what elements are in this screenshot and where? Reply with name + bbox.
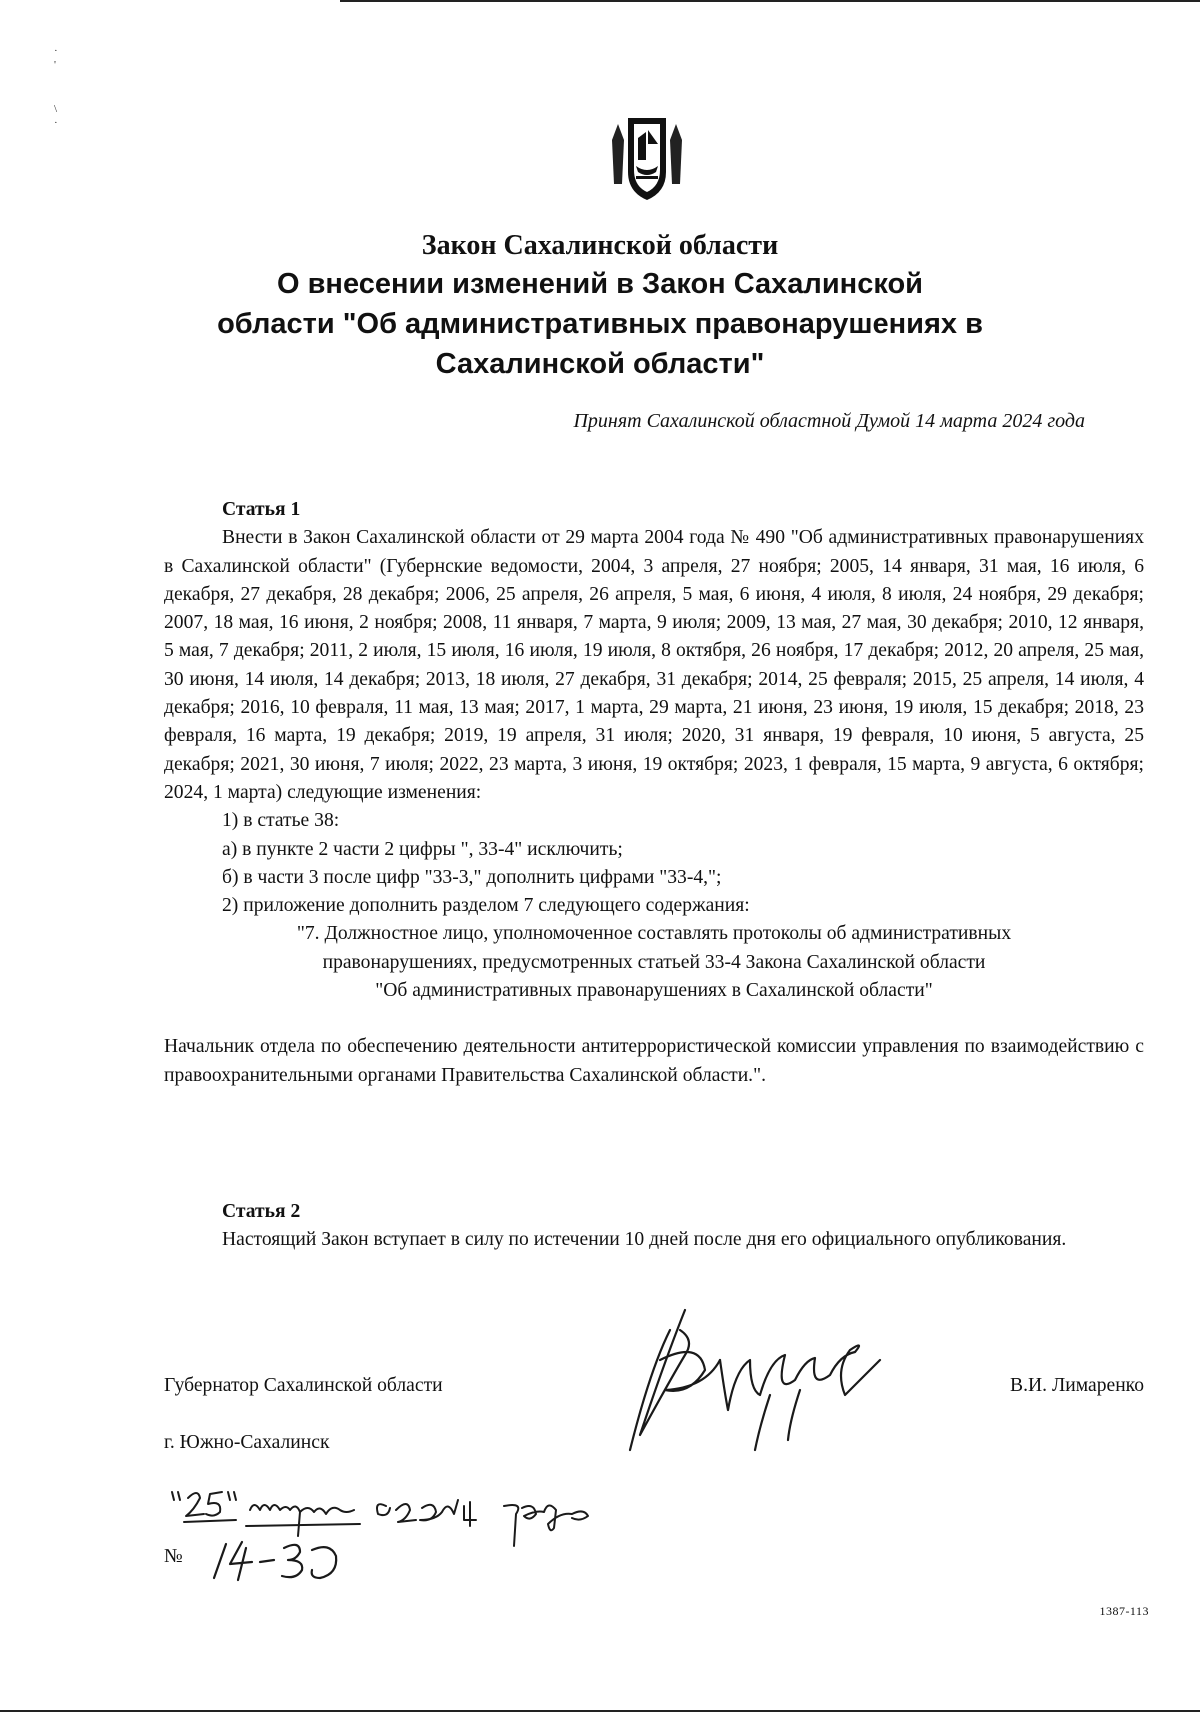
section-7-title-line: правонарушениях, предусмотренных статьей 33-4 Закона Сахалинской области	[322, 951, 986, 973]
article-1-paragraph: Внести в Закон Сахалинской области от 29 марта 2004 года № 490 "Об административных правонарушениях в Сахалинской области" (Губернские ведомости, 2004, 3 апреля, 27 ноября; 2005, 14 января, 31 мая, 16 июля, 6 декабря, 27 декабря, 28 декабря; 2006, 25 апреля, 26 апреля, 5 мая, 6 июня, 4 июля, 8 июля, 24 ноября, 29 декабря; 2007, 18 мая, 16 июня, 2 ноября; 2008, 11 января, 7 марта, 9 июля; 2009, 13 мая, 27 мая, 30 декабря; 2010, 12 января, 5 мая, 7 декабря; 2011, 2 июля, 15 июля, 16 июля, 19 июля, 8 октября, 26 ноября, 17 декабря; 2012, 20 апреля, 25 мая, 30 июня, 14 июля, 14 декабря; 2013, 18 июля, 27 декабря, 31 декабря; 2014, 25 февраля; 2015, 25 апреля, 14 июля, 4 декабря; 2016, 10 февраля, 11 мая, 13 мая; 2017, 1 марта, 29 марта, 21 июня, 23 июня, 19 июля, 15 декабря; 2018, 23 февраля, 16 марта, 19 декабря; 2019, 19 апреля, 31 июля; 2020, 31 января, 19 февраля, 10 июня, 5 августа, 25 декабря; 2021, 30 июня, 7 июля; 2022, 23 марта, 3 июня, 19 октября; 2023, 1 февраля, 15 марта, 9 августа, 6 октября; 2024, 1 марта) следующие изменения:	[164, 527, 1144, 803]
law-name-line-1: О внесении изменений в Закон Сахалинской	[276, 268, 923, 300]
adoption-note: Принят Сахалинской областной Думой 14 марта 2024 года	[573, 410, 1085, 432]
coat-of-arms-emblem	[606, 110, 688, 202]
amendment-item: б) в части 3 после цифр "33-3," дополнить цифрами "33-4,";	[222, 866, 722, 888]
governor-position: Губернатор Сахалинской области	[164, 1375, 443, 1396]
article-2	[164, 1198, 1144, 1255]
amendment-item: 1) в статье 38:	[222, 810, 340, 832]
scan-border-bottom	[0, 1710, 1200, 1712]
section-7-body: Начальник отдела по обеспечению деятельности антитеррористической комиссии управления по взаимодействию с правоохранительными органами Правительства Сахалинской области.".	[164, 1036, 1144, 1086]
law-title-block	[150, 228, 1050, 384]
margin-scan-marks: · ' \ ·	[54, 45, 58, 129]
law-name-line-3: Сахалинской области"	[435, 348, 765, 380]
article-2-paragraph: Настоящий Закон вступает в силу по истечении 10 дней после дня его официального опубликования.	[222, 1229, 1067, 1251]
section-7-title-line: "Об административных правонарушениях в Сахалинской области"	[375, 980, 933, 1002]
law-name-line-2: области "Об административных правонарушениях в	[217, 308, 983, 340]
law-type-title: Закон Сахалинской области	[421, 230, 779, 261]
amendment-item: а) в пункте 2 части 2 цифры ", 33-4" исключить;	[222, 838, 623, 860]
city-name: г. Южно-Сахалинск	[164, 1432, 330, 1453]
amendment-item: 2) приложение дополнить разделом 7 следующего содержания:	[222, 895, 750, 917]
article-1-heading: Статья 1	[222, 499, 301, 520]
article-2-heading: Статья 2	[222, 1201, 301, 1222]
scan-border-top	[340, 0, 1200, 2]
document-code: 1387-113	[1099, 1604, 1149, 1618]
governor-name: В.И. Лимаренко	[1010, 1375, 1144, 1396]
article-1	[164, 496, 1144, 1090]
handwritten-law-number	[212, 1534, 352, 1584]
handwritten-signature	[610, 1300, 910, 1460]
number-label: №	[164, 1546, 183, 1567]
section-7-title-line: "7. Должностное лицо, уполномоченное составлять протоколы об административных	[296, 923, 1012, 945]
